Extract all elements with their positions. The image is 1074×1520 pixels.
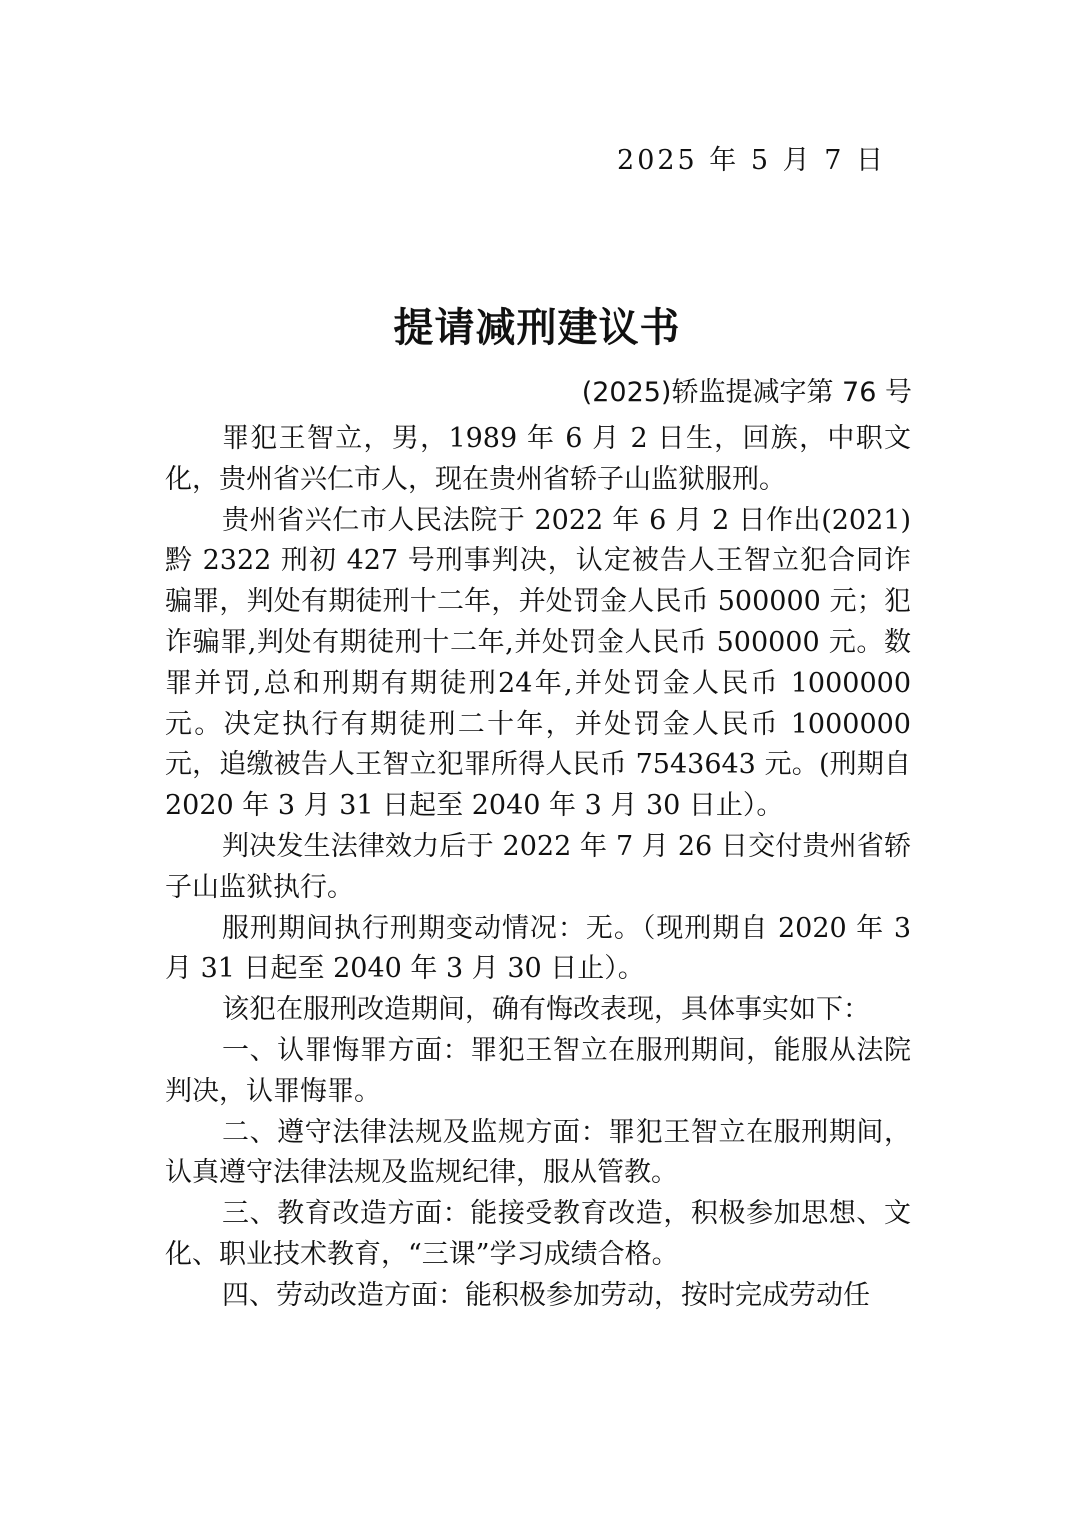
document-body: [165, 419, 911, 1317]
paragraph-judgment: 贵州省兴仁市人民法院于 2022 年 6 月 2 日作出(2021)黔 2322 刑初 427 号刑事判决，认定被告人王智立犯合同诈骗罪，判处有期徒刑十二年，并处罚金人民币 500000 元；犯诈骗罪,判处有期徒刑十二年,并处罚金人民币 500000 元。数罪并罚,总和刑期有期徒刑24年,并处罚金人民币 1000000 元。决定执行有期徒刑二十年，并处罚金人民币 1000000 元，追缴被告人王智立犯罪所得人民币 7543643 元。(刑期自 2020 年 3 月 31 日起至 2040 年 3 月 30 日止）。: [165, 504, 911, 822]
document-number: (2025)轿监提减字第 76 号: [581, 377, 912, 408]
document-title: 提请减刑建议书: [393, 304, 681, 351]
document-date: 2025 年 5 月 7 日: [617, 145, 886, 176]
paragraph-criminal-info: 罪犯王智立，男，1989 年 6 月 2 日生，回族，中职文化，贵州省兴仁市人，现在贵州省轿子山监狱服刑。: [165, 423, 911, 495]
paragraph-item-2: 二、遵守法律法规及监规方面：罪犯王智立在服刑期间，认真遵守法律法规及监规纪律，服从管教。: [165, 1116, 911, 1189]
paragraph-item-1: 一、认罪悔罪方面：罪犯王智立在服刑期间，能服从法院判决，认罪悔罪。: [165, 1034, 911, 1107]
paragraph-item-4: 四、劳动改造方面：能积极参加劳动，按时完成劳动任: [222, 1279, 870, 1311]
paragraph-delivery: 判决发生法律效力后于 2022 年 7 月 26 日交付贵州省轿子山监狱执行。: [165, 830, 911, 903]
paragraph-item-3: 三、教育改造方面：能接受教育改造，积极参加思想、文化、职业技术教育，“三课”学习成绩合格。: [165, 1198, 911, 1270]
paragraph-sentence-changes: 服刑期间执行刑期变动情况：无。（现刑期自 2020 年 3 月 31 日起至 2040 年 3 月 30 日止）。: [165, 912, 911, 985]
paragraph-repentance-intro: 该犯在服刑改造期间，确有悔改表现，具体事实如下：: [222, 994, 870, 1026]
